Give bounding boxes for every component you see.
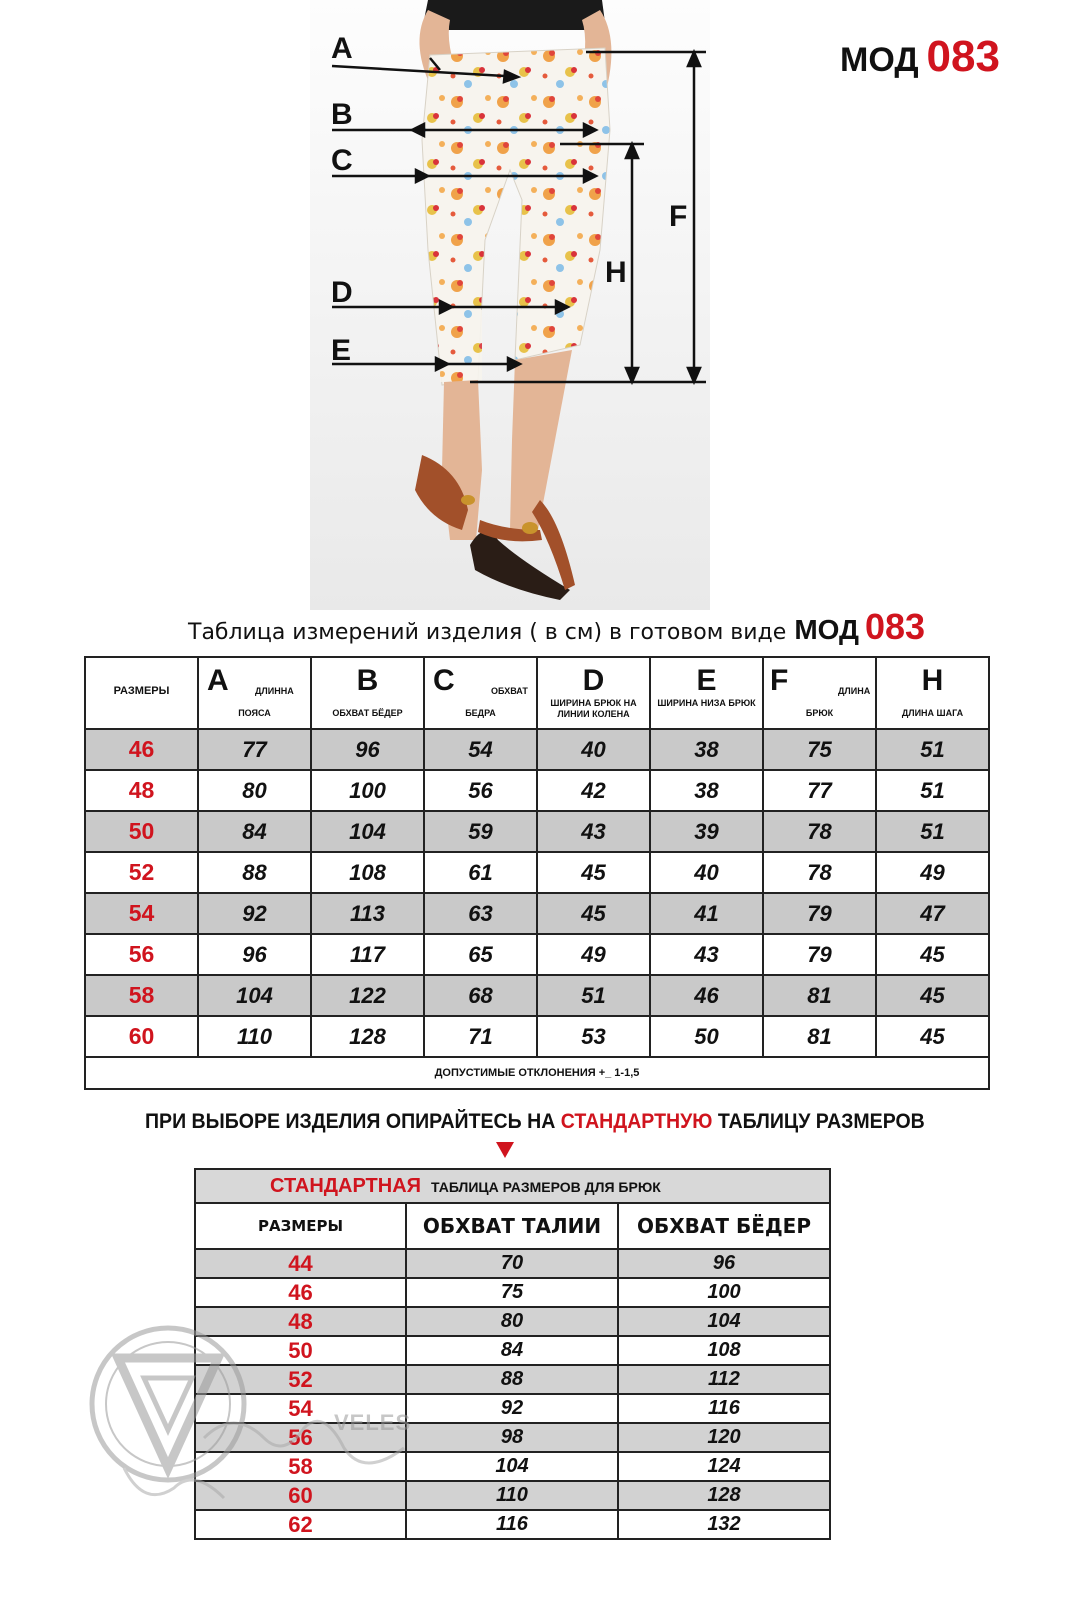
standard-row	[195, 1481, 830, 1510]
measure-cell: 53	[537, 1016, 650, 1057]
measure-table-body	[85, 729, 989, 1057]
measure-table-title	[188, 606, 925, 648]
size-cell: 52	[85, 852, 198, 893]
measure-cell: 68	[424, 975, 537, 1016]
measure-cell: 84	[198, 811, 311, 852]
label-e: E	[331, 334, 352, 367]
size-cell: 48	[85, 770, 198, 811]
standard-table-body	[195, 1169, 830, 1539]
size-cell: 52	[195, 1365, 406, 1394]
measurement-table	[84, 656, 990, 1090]
standard-cell: 116	[406, 1510, 618, 1539]
standard-row	[195, 1336, 830, 1365]
standard-size-table	[194, 1168, 831, 1540]
measure-cell: 45	[876, 934, 989, 975]
standard-caption	[195, 1169, 830, 1203]
standard-row	[195, 1452, 830, 1481]
standard-row	[195, 1394, 830, 1423]
measure-cell: 128	[311, 1016, 424, 1057]
measure-cell: 100	[311, 770, 424, 811]
standard-row	[195, 1423, 830, 1452]
measure-cell: 50	[650, 1016, 763, 1057]
measure-cell: 113	[311, 893, 424, 934]
label-a: A	[331, 32, 353, 65]
arrow-down-icon	[496, 1142, 514, 1158]
measure-cell: 45	[537, 893, 650, 934]
standard-header-waist: ОБХВАТ ТАЛИИ	[406, 1203, 618, 1249]
measure-cell: 61	[424, 852, 537, 893]
standard-cell: 104	[618, 1307, 830, 1336]
standard-cell: 108	[618, 1336, 830, 1365]
standard-row	[195, 1249, 830, 1278]
measure-cell: 56	[424, 770, 537, 811]
measure-cell: 92	[198, 893, 311, 934]
measure-cell: 81	[763, 975, 876, 1016]
measure-cell: 78	[763, 852, 876, 893]
measure-row	[85, 811, 989, 852]
measure-cell: 63	[424, 893, 537, 934]
standard-row	[195, 1307, 830, 1336]
size-cell: 58	[195, 1452, 406, 1481]
measure-cell: 51	[876, 729, 989, 770]
header-b: B ОБХВАТ БЁДЕР	[311, 657, 424, 729]
measure-cell: 80	[198, 770, 311, 811]
measure-cell: 96	[198, 934, 311, 975]
measure-cell: 77	[198, 729, 311, 770]
tolerance-note: ДОПУСТИМЫЕ ОТКЛОНЕНИЯ +_ 1-1,5	[85, 1057, 989, 1089]
measure-cell: 42	[537, 770, 650, 811]
label-h: H	[605, 256, 627, 289]
measure-title-model: МОД	[794, 614, 859, 645]
label-c: C	[331, 144, 353, 177]
hint-before: ПРИ ВЫБОРЕ ИЗДЕЛИЯ ОПИРАЙТЕСЬ НА	[145, 1110, 561, 1133]
measure-row	[85, 852, 989, 893]
measure-row	[85, 1016, 989, 1057]
standard-caption-rest: ТАБЛИЦА РАЗМЕРОВ ДЛЯ БРЮК	[431, 1178, 661, 1195]
model-prefix: МОД	[840, 41, 919, 79]
standard-row	[195, 1365, 830, 1394]
standard-cell: 116	[618, 1394, 830, 1423]
header-f: F ДЛИНА БРЮК	[763, 657, 876, 729]
measure-cell: 81	[763, 1016, 876, 1057]
size-cell: 60	[195, 1481, 406, 1510]
size-cell: 44	[195, 1249, 406, 1278]
standard-cell: 128	[618, 1481, 830, 1510]
header-c: C ОБХВАТ БЕДРА	[424, 657, 537, 729]
standard-cell: 75	[406, 1278, 618, 1307]
standard-caption-red: СТАНДАРТНАЯ	[270, 1174, 422, 1197]
measure-cell: 40	[537, 729, 650, 770]
measure-title-number: 083	[865, 606, 926, 647]
standard-cell: 104	[406, 1452, 618, 1481]
standard-header-sizes: РАЗМЕРЫ	[195, 1203, 406, 1249]
measure-row	[85, 729, 989, 770]
label-f: F	[669, 200, 688, 233]
measure-row	[85, 893, 989, 934]
header-sizes: РАЗМЕРЫ	[85, 657, 198, 729]
measure-cell: 49	[876, 852, 989, 893]
measure-cell: 43	[650, 934, 763, 975]
standard-cell: 112	[618, 1365, 830, 1394]
header-e: E ШИРИНА НИЗА БРЮК	[650, 657, 763, 729]
measure-cell: 40	[650, 852, 763, 893]
measure-cell: 38	[650, 770, 763, 811]
measure-cell: 65	[424, 934, 537, 975]
measure-cell: 41	[650, 893, 763, 934]
measure-cell: 43	[537, 811, 650, 852]
measure-cell: 46	[650, 975, 763, 1016]
standard-cell: 70	[406, 1249, 618, 1278]
size-cell: 56	[85, 934, 198, 975]
measure-cell: 117	[311, 934, 424, 975]
measure-cell: 38	[650, 729, 763, 770]
header-a: A ДЛИННА ПОЯСА	[198, 657, 311, 729]
standard-cell: 120	[618, 1423, 830, 1452]
standard-header-hips: ОБХВАТ БЁДЕР	[618, 1203, 830, 1249]
size-cell: 50	[195, 1336, 406, 1365]
watermark-brand: VELES	[334, 1410, 412, 1435]
measurement-lines	[0, 0, 1066, 610]
measure-cell: 71	[424, 1016, 537, 1057]
measure-cell: 49	[537, 934, 650, 975]
measure-note-row	[85, 1057, 989, 1089]
measure-cell: 104	[198, 975, 311, 1016]
measure-cell: 122	[311, 975, 424, 1016]
hint-highlight: СТАНДАРТНУЮ	[560, 1110, 713, 1133]
size-cell: 50	[85, 811, 198, 852]
standard-cell: 84	[406, 1336, 618, 1365]
measure-row	[85, 934, 989, 975]
standard-cell: 92	[406, 1394, 618, 1423]
model-badge	[840, 32, 1000, 82]
size-cell: 48	[195, 1307, 406, 1336]
measure-cell: 77	[763, 770, 876, 811]
standard-cell: 98	[406, 1423, 618, 1452]
standard-caption-row	[195, 1169, 830, 1203]
measure-cell: 108	[311, 852, 424, 893]
standard-row	[195, 1278, 830, 1307]
measure-cell: 45	[537, 852, 650, 893]
measure-cell: 96	[311, 729, 424, 770]
measure-title-text: Таблица измерений изделия ( в см) в готовом виде	[188, 620, 787, 645]
measure-row	[85, 975, 989, 1016]
measure-cell: 47	[876, 893, 989, 934]
measure-cell: 51	[537, 975, 650, 1016]
standard-cell: 80	[406, 1307, 618, 1336]
hint-after: ТАБЛИЦУ РАЗМЕРОВ	[712, 1110, 925, 1133]
size-cell: 54	[195, 1394, 406, 1423]
size-cell: 46	[85, 729, 198, 770]
model-number: 083	[926, 32, 1000, 81]
measure-cell: 39	[650, 811, 763, 852]
size-hint	[145, 1110, 925, 1134]
standard-cell: 100	[618, 1278, 830, 1307]
size-cell: 60	[85, 1016, 198, 1057]
measure-cell: 45	[876, 1016, 989, 1057]
measure-cell: 88	[198, 852, 311, 893]
measure-cell: 75	[763, 729, 876, 770]
measure-header-row	[85, 657, 989, 729]
measure-cell: 110	[198, 1016, 311, 1057]
size-cell: 62	[195, 1510, 406, 1539]
standard-cell: 124	[618, 1452, 830, 1481]
measure-row	[85, 770, 989, 811]
measure-cell: 104	[311, 811, 424, 852]
measure-cell: 45	[876, 975, 989, 1016]
label-b: B	[331, 98, 353, 131]
measure-cell: 54	[424, 729, 537, 770]
size-cell: 58	[85, 975, 198, 1016]
measure-cell: 78	[763, 811, 876, 852]
standard-cell: 88	[406, 1365, 618, 1394]
standard-header-row	[195, 1203, 830, 1249]
measure-cell: 79	[763, 934, 876, 975]
size-cell: 54	[85, 893, 198, 934]
measure-cell: 51	[876, 770, 989, 811]
standard-row	[195, 1510, 830, 1539]
size-cell: 56	[195, 1423, 406, 1452]
measure-cell: 51	[876, 811, 989, 852]
size-cell: 46	[195, 1278, 406, 1307]
measure-cell: 59	[424, 811, 537, 852]
label-d: D	[331, 276, 353, 309]
standard-cell: 132	[618, 1510, 830, 1539]
measure-cell: 79	[763, 893, 876, 934]
standard-cell: 110	[406, 1481, 618, 1510]
standard-cell: 96	[618, 1249, 830, 1278]
header-h: H ДЛИНА ШАГА	[876, 657, 989, 729]
header-d: D ШИРИНА БРЮК НА ЛИНИИ КОЛЕНА	[537, 657, 650, 729]
